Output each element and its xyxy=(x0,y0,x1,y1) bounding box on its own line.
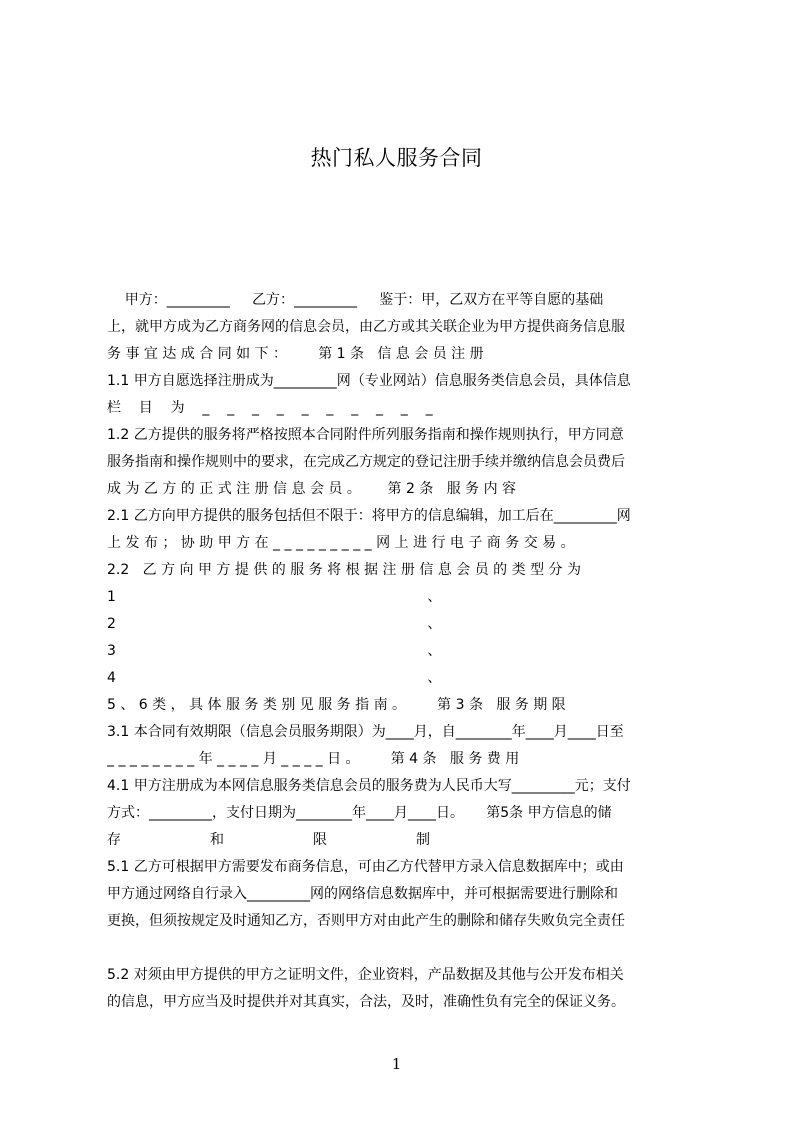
body-line-20: 方式：_________，支付日期为________年____月____日。 第5条 甲方信息的储 xyxy=(107,805,612,821)
contract-body xyxy=(107,287,697,1016)
body-line-13: 2 、 xyxy=(107,616,442,632)
body-line-26: 5.2 对须由甲方提供的甲方之证明文件，企业资料，产品数据及其他与公开发布相关 xyxy=(107,967,624,983)
body-line-8: 成 为 乙 方 的 正 式 注 册 信 息 会 员 。 第 2 条 服 务 内 容 xyxy=(107,481,517,497)
body-line-23: 甲方通过网络自行录入_________网的网络信息数据库中，并可根据需要进行删除和 xyxy=(107,886,618,902)
body-line-1: 甲方：_________ 乙方：_________ 鉴于：甲，乙双方在平等自愿的基础 xyxy=(107,292,604,308)
body-line-24: 更换，但须按规定及时通知乙方，否则甲方对由此产生的删除和储存失败负完全责任 xyxy=(107,913,625,929)
body-line-7: 服务指南和操作规则中的要求，在完成乙方规定的登记注册手续并缴纳信息会员费后 xyxy=(107,454,625,470)
body-line-2: 上，就甲方成为乙方商务网的信息会员，由乙方或其关联企业为甲方提供商务信息服 xyxy=(107,319,625,335)
body-line-27: 的信息，甲方应当及时提供并对其真实，合法，及时，准确性负有完全的保证义务。 xyxy=(107,994,625,1010)
body-line-5: 栏 目 为 _ _ _ _ _ _ _ _ _ _ xyxy=(107,400,433,416)
body-line-6: 1.2 乙方提供的服务将严格按照本合同附件所列服务指南和操作规则执行，甲方同意 xyxy=(107,427,624,443)
body-line-4: 1.1 甲方自愿选择注册成为_________网（专业网站）信息服务类信息会员，具体信息 xyxy=(107,373,631,389)
document-title: 热门私人服务合同 xyxy=(310,146,483,170)
body-line-9: 2.1 乙方向甲方提供的服务包括但不限于：将甲方的信息编辑，加工后在_________网 xyxy=(107,508,631,524)
body-line-16: 5 、 6 类 ， 具 体 服 务 类 别 见 服 务 指 南 。 第 3 条 服 务 期 限 xyxy=(107,697,566,713)
body-line-10: 上 发 布 ； 协 助 甲 方 在 _ _ _ _ _ _ _ _ _ 网 上 进 行 电 子 商 务 交 易 。 xyxy=(107,535,575,551)
body-line-22: 5.1 乙方可根据甲方需要发布商务信息，可由乙方代替甲方录入信息数据库中；或由 xyxy=(107,859,624,875)
body-line-11: 2.2 乙 方 向 甲 方 提 供 的 服 务 将 根 据 注 册 信 息 会 员 的 类 型 分 为 xyxy=(107,562,581,578)
page-number: 1 xyxy=(391,1055,402,1073)
body-line-19: 4.1 甲方注册成为本网信息服务类信息会员的服务费为人民币大写_________元；支付 xyxy=(107,778,631,794)
body-line-15: 4 、 xyxy=(107,670,442,686)
body-line-12: 1 、 xyxy=(107,589,442,605)
body-line-17: 3.1 本合同有效期限（信息会员服务期限）为____月，自________年____月____日至 xyxy=(107,724,624,740)
body-line-14: 3 、 xyxy=(107,643,442,659)
body-line-3: 务 事 宜 达 成 合 同 如 下 ： 第 1 条 信 息 会 员 注 册 xyxy=(107,346,484,362)
blank-line xyxy=(107,935,697,962)
body-line-21: 存 和 限 制 xyxy=(107,832,431,848)
body-line-18: _ _ _ _ _ _ _ _ 年 _ _ _ _ 月 _ _ _ _ 日 。 第 4 条 服 务 费 用 xyxy=(107,751,520,767)
